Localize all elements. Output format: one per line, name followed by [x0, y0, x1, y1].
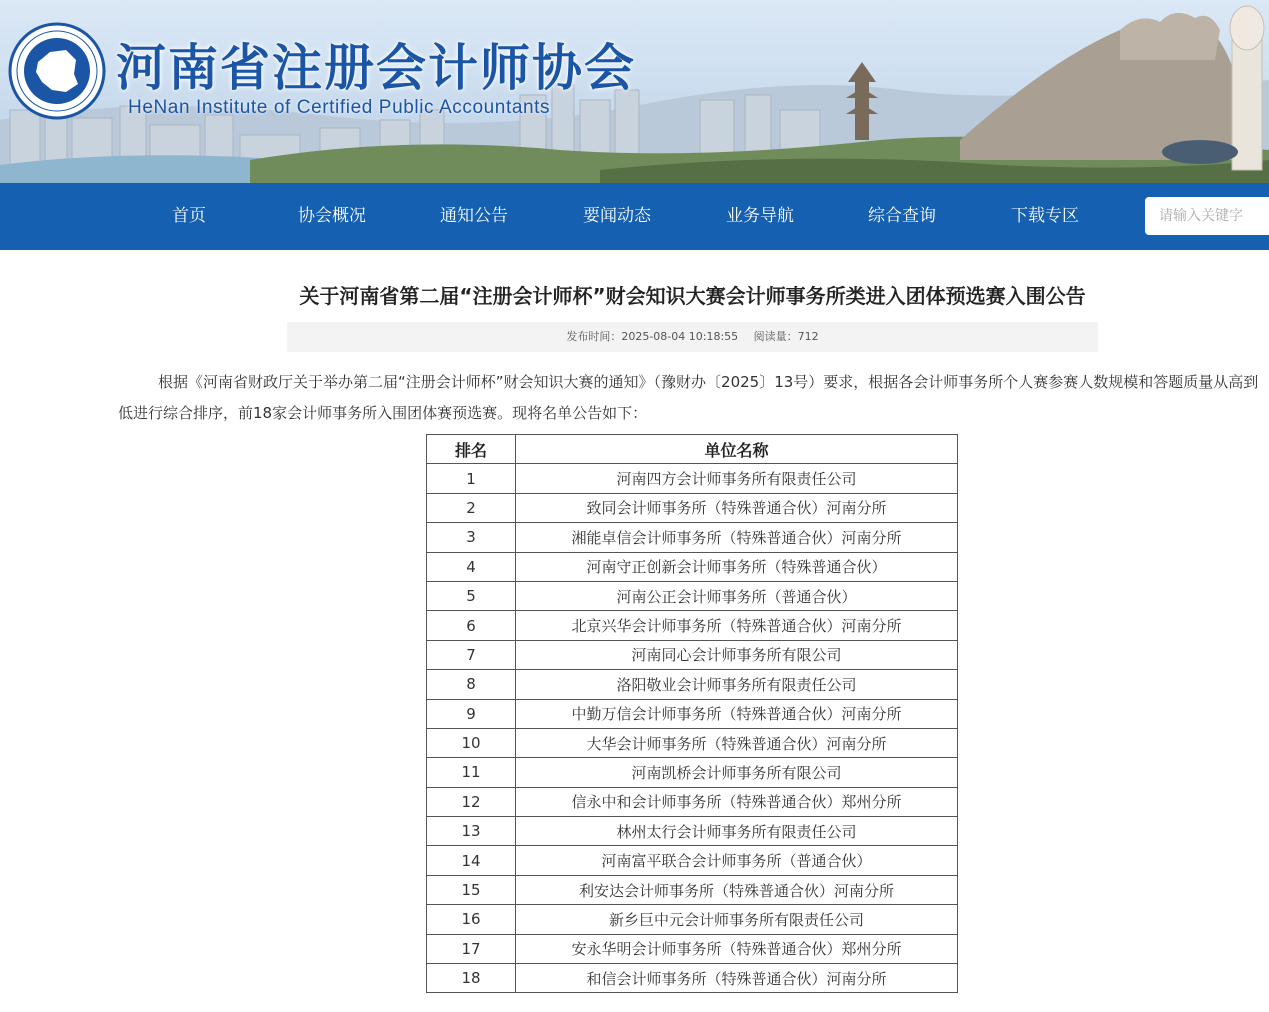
table-row — [427, 905, 958, 934]
nav-item-home[interactable]: 首页 — [172, 206, 206, 226]
rank-cell: 9 — [427, 699, 516, 728]
rank-cell: 17 — [427, 934, 516, 963]
company-cell: 北京兴华会计师事务所（特殊普通合伙）河南分所 — [516, 611, 958, 640]
table-row — [427, 817, 958, 846]
nav-item-about[interactable]: 协会概况 — [298, 206, 366, 226]
rank-cell: 1 — [427, 464, 516, 493]
table-row — [427, 934, 958, 963]
table-row — [427, 464, 958, 493]
table-row — [427, 670, 958, 699]
rank-cell: 7 — [427, 640, 516, 669]
rank-cell: 18 — [427, 964, 516, 993]
company-cell: 信永中和会计师事务所（特殊普通合伙）郑州分所 — [516, 787, 958, 816]
nav-item-notices[interactable]: 通知公告 — [440, 206, 508, 226]
rank-cell: 8 — [427, 670, 516, 699]
rank-cell: 3 — [427, 523, 516, 552]
site-name-cn: 河南省注册会计师协会 — [116, 39, 636, 97]
nav-item-downloads[interactable]: 下载专区 — [1011, 206, 1079, 226]
table-row — [427, 699, 958, 728]
rank-cell: 12 — [427, 787, 516, 816]
site-name-en: HeNan Institute of Certified Public Accountants — [128, 97, 551, 118]
header-banner — [0, 0, 1269, 183]
company-cell: 林州太行会计师事务所有限责任公司 — [516, 817, 958, 846]
nav-item-business[interactable]: 业务导航 — [726, 206, 794, 226]
table-row — [427, 493, 958, 522]
read-count: 阅读量：712 — [753, 330, 819, 343]
rank-cell: 10 — [427, 728, 516, 757]
table-row — [427, 728, 958, 757]
article-meta — [287, 322, 1098, 352]
table-row — [427, 964, 958, 993]
rank-cell: 13 — [427, 817, 516, 846]
header-rank: 排名 — [427, 435, 516, 464]
table-header-row — [427, 435, 958, 464]
rank-cell: 11 — [427, 758, 516, 787]
rank-cell: 6 — [427, 611, 516, 640]
header-company: 单位名称 — [516, 435, 958, 464]
table-row — [427, 846, 958, 875]
article-title: 关于河南省第二届“注册会计师杯”财会知识大赛会计师事务所类进入团体预选赛入围公告 — [299, 284, 1086, 308]
rank-cell: 16 — [427, 905, 516, 934]
table-row — [427, 523, 958, 552]
rank-cell: 4 — [427, 552, 516, 581]
table-row — [427, 552, 958, 581]
main-nav — [0, 183, 1269, 250]
company-cell: 大华会计师事务所（特殊普通合伙）河南分所 — [516, 728, 958, 757]
ranking-table — [426, 434, 958, 993]
company-cell: 和信会计师事务所（特殊普通合伙）河南分所 — [516, 964, 958, 993]
company-cell: 河南公正会计师事务所（普通合伙） — [516, 581, 958, 610]
company-cell: 河南凯桥会计师事务所有限公司 — [516, 758, 958, 787]
company-cell: 河南四方会计师事务所有限责任公司 — [516, 464, 958, 493]
table-row — [427, 787, 958, 816]
company-cell: 安永华明会计师事务所（特殊普通合伙）郑州分所 — [516, 934, 958, 963]
rank-cell: 15 — [427, 875, 516, 904]
company-cell: 河南富平联合会计师事务所（普通合伙） — [516, 846, 958, 875]
rank-cell: 2 — [427, 493, 516, 522]
nav-item-news[interactable]: 要闻动态 — [583, 206, 651, 226]
search-input[interactable] — [1145, 197, 1269, 235]
table-row — [427, 581, 958, 610]
company-cell: 利安达会计师事务所（特殊普通合伙）河南分所 — [516, 875, 958, 904]
article-paragraph: 根据《河南省财政厅关于举办第二届“注册会计师杯”财会知识大赛的通知》（豫财办〔2025〕13号）要求，根据各会计师事务所个人赛参赛人数规模和答题质量从高到低进行综合排序，前18家会计师事务所入围团体赛预选赛。现将名单公告如下： — [118, 373, 1259, 422]
table-row — [427, 640, 958, 669]
company-cell: 中勤万信会计师事务所（特殊普通合伙）河南分所 — [516, 699, 958, 728]
company-cell: 致同会计师事务所（特殊普通合伙）河南分所 — [516, 493, 958, 522]
company-cell: 河南同心会计师事务所有限公司 — [516, 640, 958, 669]
company-cell: 湘能卓信会计师事务所（特殊普通合伙）河南分所 — [516, 523, 958, 552]
table-row — [427, 611, 958, 640]
rank-cell: 14 — [427, 846, 516, 875]
association-logo[interactable] — [8, 22, 106, 120]
table-row — [427, 875, 958, 904]
company-cell: 新乡巨中元会计师事务所有限责任公司 — [516, 905, 958, 934]
company-cell: 河南守正创新会计师事务所（特殊普通合伙） — [516, 552, 958, 581]
publish-time: 发布时间：2025-08-04 10:18:55 — [566, 330, 739, 343]
rank-cell: 5 — [427, 581, 516, 610]
table-row — [427, 758, 958, 787]
company-cell: 洛阳敬业会计师事务所有限责任公司 — [516, 670, 958, 699]
nav-item-query[interactable]: 综合查询 — [868, 206, 936, 226]
